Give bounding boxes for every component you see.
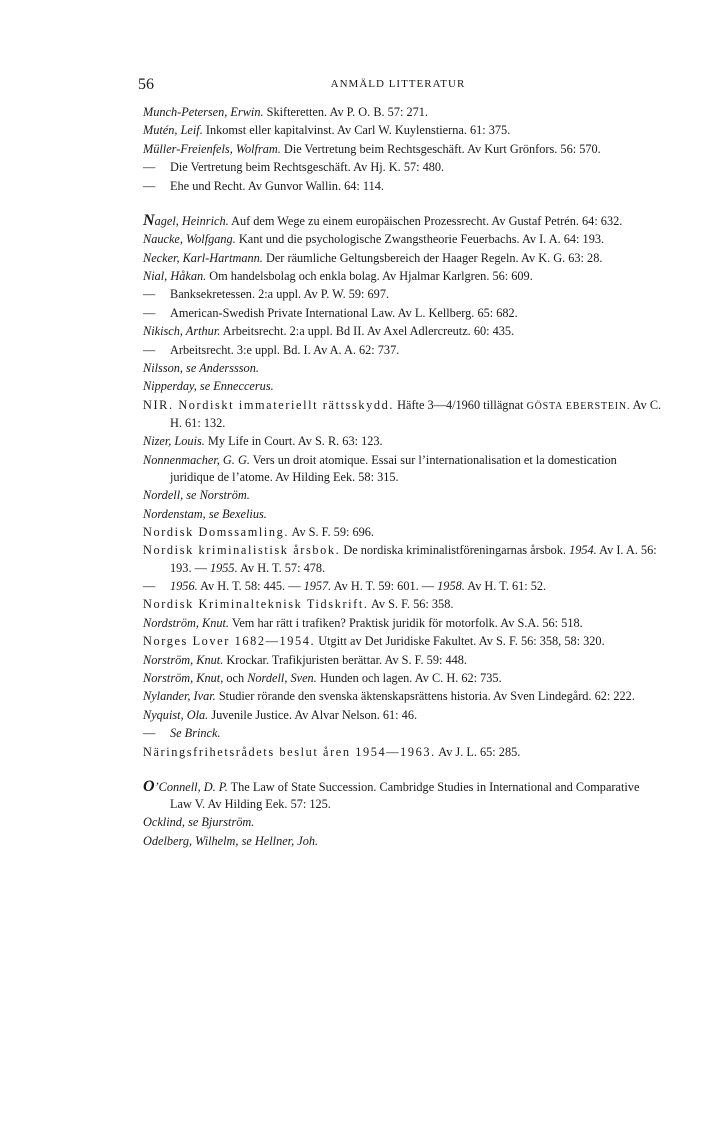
list-item: Nipperday, se Enneccerus. — [143, 379, 274, 394]
list-item: Nordström, Knut. Vem har rätt i trafiken? Praktisk juridik för motorfolk. Av S.A. 56: 518. — [143, 615, 583, 630]
page-header — [138, 76, 658, 96]
list-item: Nikisch, Arthur. Arbeitsrecht. 2:a uppl. Bd II. Av Axel Adlercreutz. 60: 435. — [143, 324, 515, 339]
list-item: Odelberg, Wilhelm, se Hellner, Joh. — [143, 833, 319, 848]
list-item: Nordell, se Norström. — [143, 488, 250, 503]
list-item: Nial, Håkan. Om handelsbolag och enkla bolag. Av Hjalmar Karlgren. 56: 609. — [143, 268, 533, 283]
list-item: Nordisk kriminalistisk årsbok. De nordiska kriminalistföreningarnas årsbok. 1954. Av I. A. 56: 193. — 1955. Av H. T. 57: 478. — [143, 543, 657, 575]
list-item: — American-Swedish Private International Law. Av L. Kellberg. 65: 682. — [143, 305, 518, 320]
list-item: Norström, Knut. Krockar. Trafikjuristen berättar. Av S. F. 59: 448. — [143, 652, 467, 667]
bibliography-list — [143, 104, 663, 851]
list-item: Nyquist, Ola. Juvenile Justice. Av Alvar Nelson. 61: 46. — [143, 707, 418, 722]
list-item: Nonnenmacher, G. G. Vers un droit atomique. Essai sur l’internationalisation et la domestication juridique de l’atome. Av Hilding Eek. 58: 315. — [143, 452, 617, 484]
running-title: ANMÄLD LITTERATUR — [330, 78, 466, 90]
list-item: Nordisk Domssamling. Av S. F. 59: 696. — [143, 525, 374, 540]
list-item: Necker, Karl-Hartmann. Der räumliche Geltungsbereich der Haager Regeln. Av K. G. 63: 28. — [143, 250, 603, 265]
list-item: — Banksekretessen. 2:a uppl. Av P. W. 59: 697. — [143, 287, 390, 302]
list-item: — 1956. Av H. T. 58: 445. — 1957. Av H. T. 59: 601. — 1958. Av H. T. 61: 52. — [143, 579, 547, 594]
list-item: Nizer, Louis. My Life in Court. Av S. R. 63: 123. — [143, 434, 383, 449]
list-item: — Se Brinck. — [143, 726, 221, 741]
section-initial: N — [143, 211, 155, 229]
list-item: Munch-Petersen, Erwin. Skifteretten. Av P. O. B. 57: 271. — [143, 105, 428, 119]
list-item: Nilsson, se Anderssson. — [143, 360, 259, 375]
list-item: — Ehe und Recht. Av Gunvor Wallin. 64: 114. — [143, 178, 384, 193]
list-item: Ocklind, se Bjurström. — [143, 815, 255, 830]
list-item: Mutén, Leif. Inkomst eller kapitalvinst. Av Carl W. Kuylenstierna. 61: 375. — [143, 123, 511, 138]
list-item: — Arbeitsrecht. 3:e uppl. Bd. I. Av A. A. 62: 737. — [143, 342, 400, 357]
list-item: Nagel, Heinrich. Auf dem Wege zu einem europäischen Prozessrecht. Av Gustaf Petrén. 64: 632. — [143, 211, 623, 229]
list-item: Näringsfrihetsrådets beslut åren 1954—1963. Av J. L. 65: 285. — [143, 744, 521, 759]
list-item: — Die Vertretung beim Rechtsgeschäft. Av Hj. K. 57: 480. — [143, 160, 445, 175]
list-item: Norström, Knut, och Nordell, Sven. Hunden och lagen. Av C. H. 62: 735. — [143, 670, 502, 685]
list-item: Nylander, Ivar. Studier rörande den svenska äktenskapsrättens historia. Av Sven Lindegård. 62: 222. — [143, 689, 635, 704]
list-item: Nordisk Kriminalteknisk Tidskrift. Av S. F. 56: 358. — [143, 597, 454, 612]
list-item: O’Connell, D. P. The Law of State Succession. Cambridge Studies in International and Comparative Law V. Av Hilding Eek. 57: 125. — [143, 777, 640, 811]
page-number: 56 — [138, 76, 154, 93]
section-initial: O — [143, 777, 155, 795]
list-item: Naucke, Wolfgang. Kant und die psychologische Zwangstheorie Feuerbachs. Av I. A. 64: 193. — [143, 232, 605, 247]
list-item: Norges Lover 1682—1954. Utgitt av Det Juridiske Fakultet. Av S. F. 56: 358, 58: 320. — [143, 634, 605, 649]
list-item: NIR. Nordiskt immateriellt rättsskydd. Häfte 3—4/1960 tillägnat GÖSTA EBERSTEIN. Av C. H. 61: 132. — [143, 397, 662, 430]
list-item: Müller-Freienfels, Wolfram. Die Vertretung beim Rechtsgeschäft. Av Kurt Grönfors. 56: 570. — [143, 141, 601, 156]
list-item: Nordenstam, se Bexelius. — [143, 506, 267, 521]
